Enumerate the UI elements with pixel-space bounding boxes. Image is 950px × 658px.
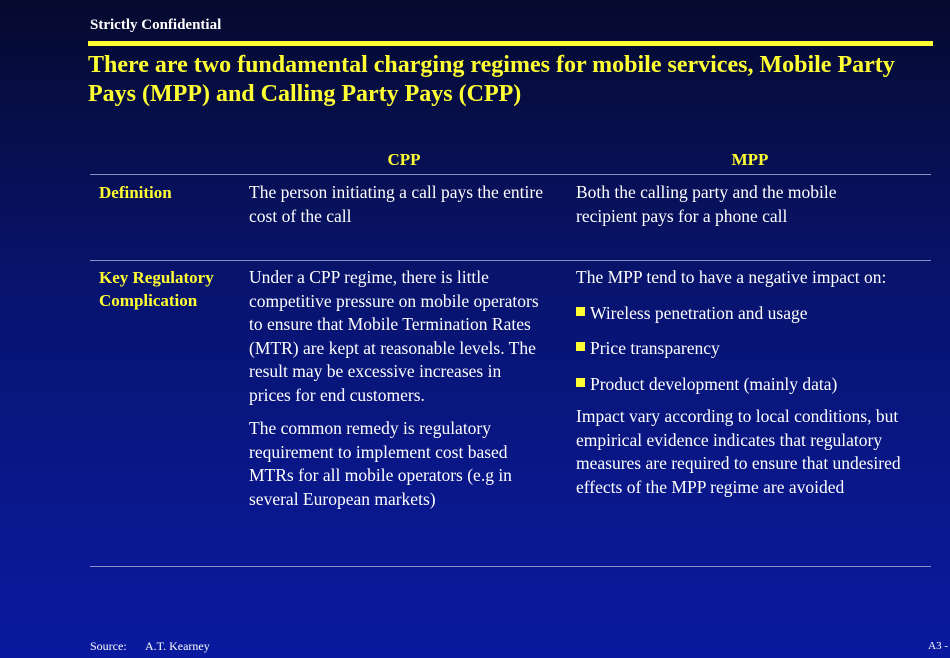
page-number: A3 - xyxy=(928,640,948,652)
column-header-mpp: MPP xyxy=(731,150,769,169)
bullet-square-icon xyxy=(576,307,585,316)
bullet-square-icon xyxy=(576,378,585,387)
table-rule-top xyxy=(90,174,931,175)
table-rule-bottom xyxy=(90,566,931,567)
cell-definition-mpp: Both the calling party and the mobile recipient pays for a phone call xyxy=(576,182,837,226)
source-label: Source: xyxy=(90,639,127,653)
cell-complication-mpp xyxy=(576,266,926,499)
bullet-square-icon xyxy=(576,342,585,351)
cpp-paragraph-2: The common remedy is regulatory requirement to implement cost based MTRs for all mobile operators (e.g in several European markets) xyxy=(249,418,512,509)
header-divider xyxy=(88,41,933,46)
list-item: Price transparency xyxy=(576,337,926,373)
slide-title: There are two fundamental charging regimes for mobile services, Mobile Party Pays (MPP) and Calling Party Pays (CPP) xyxy=(88,52,895,107)
mpp-outro: Impact vary according to local conditions, but empirical evidence indicates that regulatory measures are required to ensure that undesired effects of the MPP regime are avoided xyxy=(576,406,901,497)
row-label-complication: Key Regulatory Complication xyxy=(99,268,214,310)
table-rule-middle xyxy=(90,260,931,261)
column-header-cpp: CPP xyxy=(387,150,421,169)
mpp-intro: The MPP tend to have a negative impact on: xyxy=(576,267,887,287)
row-label-definition: Definition xyxy=(99,183,172,202)
cell-definition-cpp: The person initiating a call pays the entire cost of the call xyxy=(249,182,543,226)
source-note xyxy=(90,639,210,654)
list-item: Wireless penetration and usage xyxy=(576,302,926,338)
cell-complication-cpp xyxy=(249,266,547,511)
confidentiality-label: Strictly Confidential xyxy=(90,17,222,33)
mpp-bullet-list xyxy=(576,302,926,409)
source-value: A.T. Kearney xyxy=(145,639,210,653)
list-item: Product development (mainly data) xyxy=(576,373,926,409)
cpp-paragraph-1: Under a CPP regime, there is little competitive pressure on mobile operators to ensure that Mobile Termination Rates (MTR) are kept at reasonable levels. The result may be excessive increases in prices for end customers. xyxy=(249,267,539,405)
